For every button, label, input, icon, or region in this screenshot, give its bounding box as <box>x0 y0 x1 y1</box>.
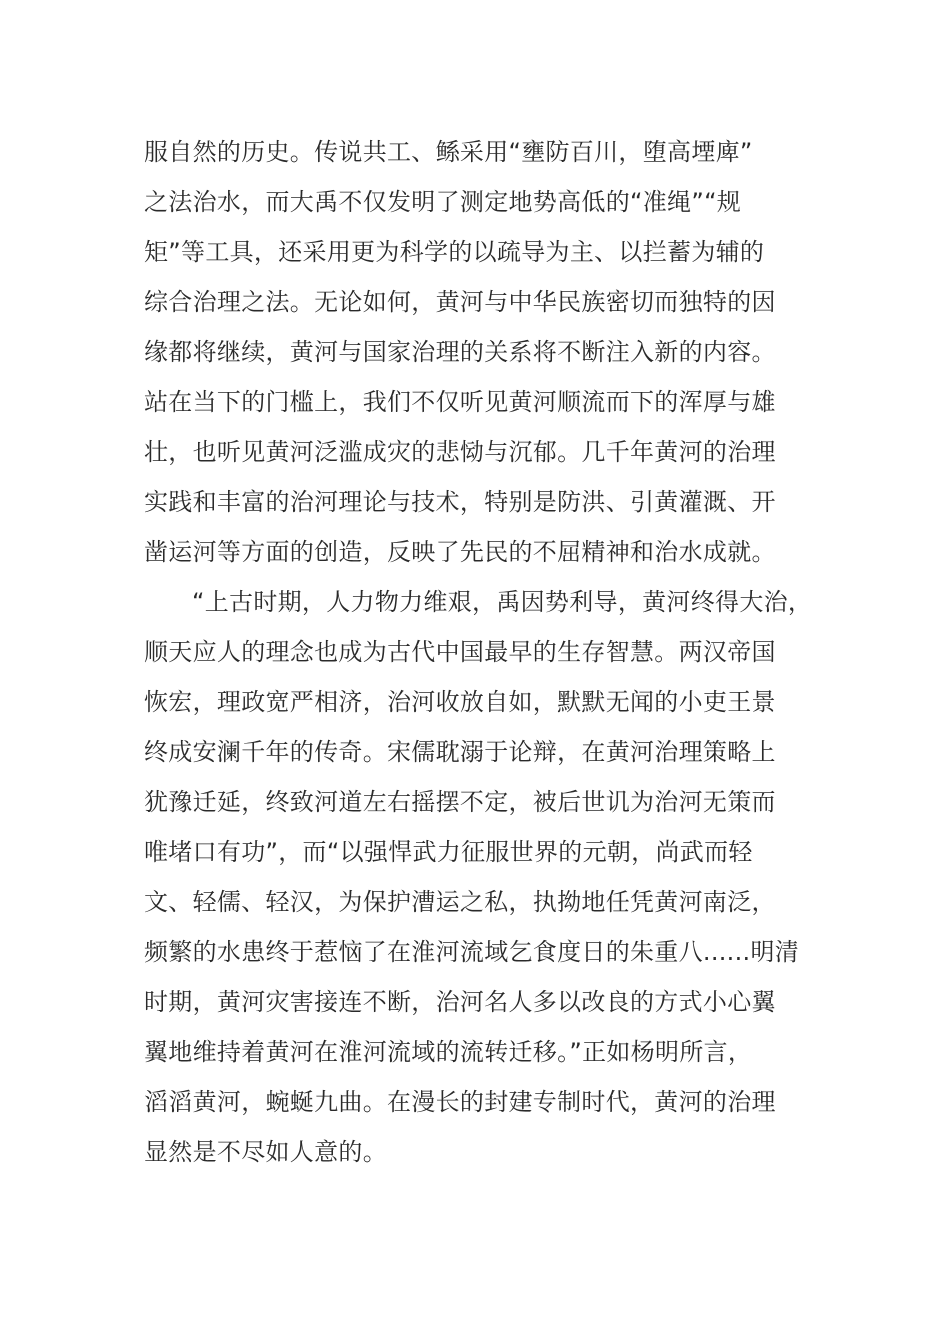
text-line: 缘都将继续，黄河与国家治理的关系将不断注入新的内容。 <box>144 338 776 366</box>
text-line: 实践和丰富的治河理论与技术，特别是防洪、引黄灌溉、开 <box>144 488 776 516</box>
text-line: 壮，也听见黄河泛滥成灾的悲恸与沉郁。几千年黄河的治理 <box>144 438 776 466</box>
text-line: 服自然的历史。传说共工、鲧采用“壅防百川，堕高堙庳” <box>144 138 753 166</box>
text-line: 顺天应人的理念也成为古代中国最早的生存智慧。两汉帝国 <box>144 638 776 666</box>
text-line: 时期，黄河灾害接连不断，治河名人多以改良的方式小心翼 <box>144 988 776 1016</box>
text-line: 显然是不尽如人意的。 <box>144 1138 387 1166</box>
paragraph-first-line: “上古时期，人力物力维艰，禹因势利导，黄河终得大治， <box>192 588 813 616</box>
text-line: 文、轻儒、轻汉，为保护漕运之私，执拗地任凭黄河南泛， <box>144 888 776 916</box>
text-line: 犹豫迁延，终致河道左右摇摆不定，被后世讥为治河无策而 <box>144 788 776 816</box>
text-line: 恢宏，理政宽严相济，治河收放自如，默默无闻的小吏王景 <box>144 688 776 716</box>
text-line: 矩”等工具，还采用更为科学的以疏导为主、以拦蓄为辅的 <box>144 238 765 266</box>
text-line: 唯堵口有功”，而“以强悍武力征服世界的元朝，尚武而轻 <box>144 838 753 866</box>
text-line: 凿运河等方面的创造，反映了先民的不屈精神和治水成就。 <box>144 538 776 566</box>
text-line: 终成安澜千年的传奇。宋儒耽溺于论辩，在黄河治理策略上 <box>144 738 776 766</box>
text-line: 之法治水，而大禹不仅发明了测定地势高低的“准绳”“规 <box>144 188 742 216</box>
body-text <box>144 127 824 1177</box>
text-line: 翼地维持着黄河在淮河流域的流转迁移。”正如杨明所言， <box>144 1038 753 1066</box>
text-line: 综合治理之法。无论如何，黄河与中华民族密切而独特的因 <box>144 288 776 316</box>
text-line: 滔滔黄河，蜿蜒九曲。在漫长的封建专制时代，黄河的治理 <box>144 1088 776 1116</box>
text-line: 频繁的水患终于惹恼了在淮河流域乞食度日的朱重八......明清 <box>144 938 800 966</box>
text-line: 站在当下的门槛上，我们不仅听见黄河顺流而下的浑厚与雄 <box>144 388 776 416</box>
